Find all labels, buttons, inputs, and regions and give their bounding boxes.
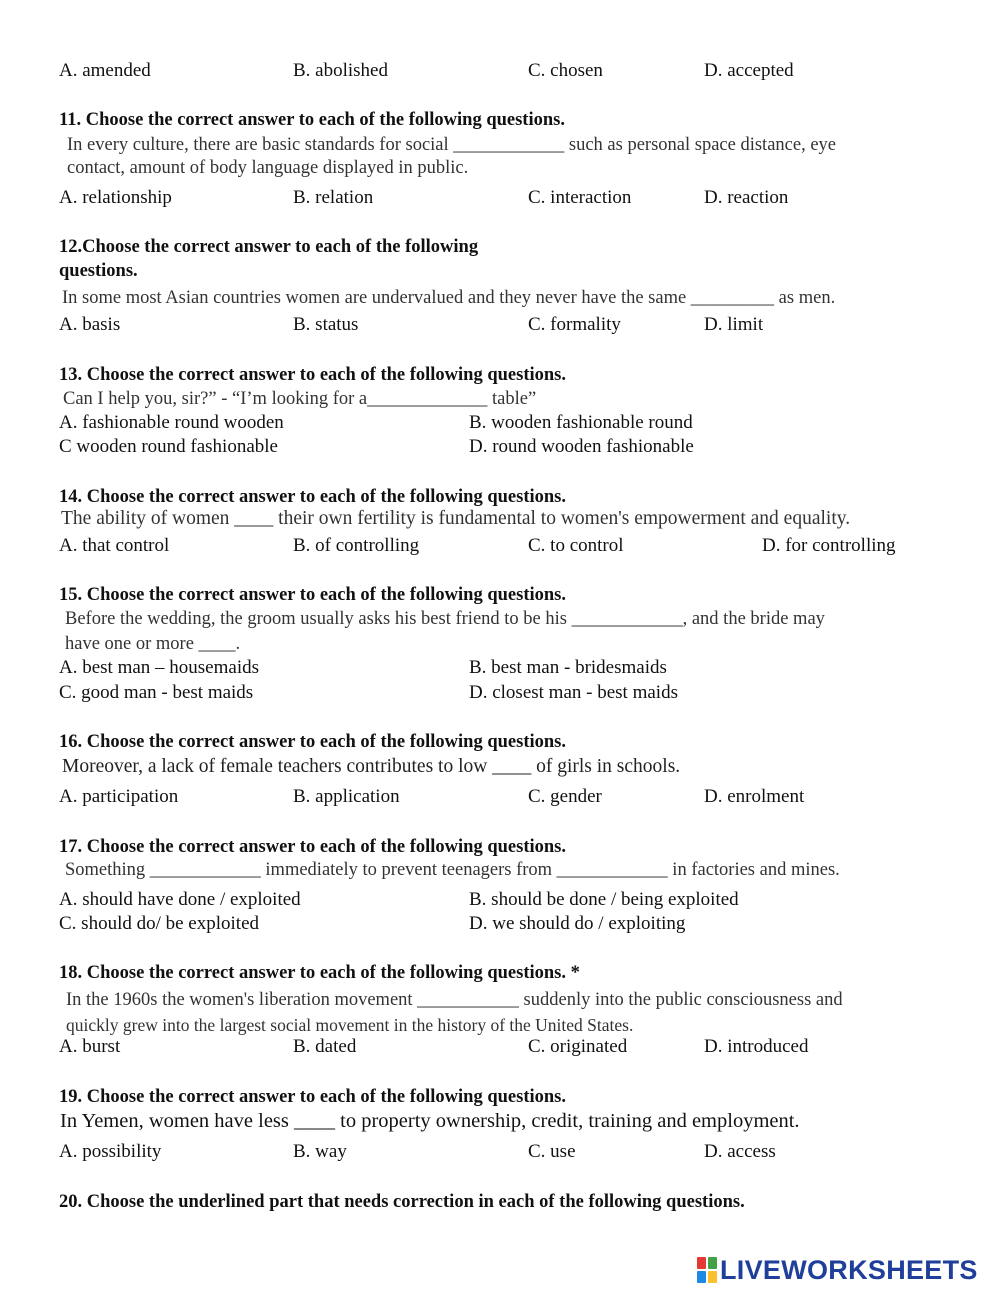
question-stem: contact, amount of body language displayed in public. xyxy=(67,158,469,178)
question-title: 15. Choose the correct answer to each of the following questions. xyxy=(59,585,566,605)
option-d[interactable]: D. reaction xyxy=(704,187,789,208)
question-stem: have one or more ____. xyxy=(65,634,241,654)
logo-mark-tile xyxy=(697,1257,706,1269)
option-a[interactable]: A. should have done / exploited xyxy=(59,889,301,910)
option-b[interactable]: B. should be done / being exploited xyxy=(469,889,739,910)
question-stem: The ability of women ____ their own fertility is fundamental to women's empowerment and equality. xyxy=(61,508,851,529)
option-c[interactable]: C. originated xyxy=(528,1036,628,1057)
option-b[interactable]: B. way xyxy=(293,1141,347,1162)
option-a[interactable]: A. basis xyxy=(59,314,121,335)
question-stem: Something ____________ immediately to prevent teenagers from ____________ in factories and mines. xyxy=(65,860,840,880)
logo-text: LIVEWORKSHEETS xyxy=(720,1254,978,1285)
option-d[interactable]: D. limit xyxy=(704,314,764,335)
option-c[interactable]: C. formality xyxy=(528,314,621,335)
option-c[interactable]: C. to control xyxy=(528,535,624,556)
option-c[interactable]: C wooden round fashionable xyxy=(59,436,278,457)
option-d[interactable]: D. access xyxy=(704,1141,776,1162)
liveworksheets-logo xyxy=(697,1255,978,1285)
option-c[interactable]: C. interaction xyxy=(528,187,632,208)
question-title: 19. Choose the correct answer to each of the following questions. xyxy=(59,1087,566,1107)
option-c[interactable]: C. chosen xyxy=(528,60,603,81)
option-b[interactable]: B. application xyxy=(293,786,400,807)
option-a[interactable]: A. fashionable round wooden xyxy=(59,412,284,433)
question-title: 13. Choose the correct answer to each of the following questions. xyxy=(59,365,566,385)
option-a[interactable]: A. amended xyxy=(59,60,151,81)
option-d[interactable]: D. for controlling xyxy=(762,535,896,556)
logo-mark-tile xyxy=(708,1271,717,1283)
option-d[interactable]: D. enrolment xyxy=(704,786,805,807)
option-c[interactable]: C. use xyxy=(528,1141,576,1162)
question-title: 18. Choose the correct answer to each of the following questions. * xyxy=(59,963,580,983)
option-d[interactable]: D. closest man - best maids xyxy=(469,682,678,703)
option-c[interactable]: C. should do/ be exploited xyxy=(59,913,260,934)
question-stem: Moreover, a lack of female teachers contributes to low ____ of girls in schools. xyxy=(62,756,681,777)
question-title: questions. xyxy=(59,261,138,281)
logo-mark-tile xyxy=(708,1257,717,1269)
question-title: 17. Choose the correct answer to each of the following questions. xyxy=(59,837,566,857)
option-a[interactable]: A. best man – housemaids xyxy=(59,657,260,678)
question-stem: Can I help you, sir?” - “I’m looking for a_____________ table” xyxy=(63,389,537,409)
option-b[interactable]: B. dated xyxy=(293,1036,357,1057)
option-d[interactable]: D. round wooden fashionable xyxy=(469,436,694,457)
question-title: 16. Choose the correct answer to each of the following questions. xyxy=(59,732,566,752)
question-stem: In every culture, there are basic standards for social ____________ such as personal space distance, eye xyxy=(67,135,837,155)
logo-mark-tile xyxy=(697,1271,706,1283)
option-a[interactable]: A. participation xyxy=(59,786,179,807)
option-c[interactable]: C. good man - best maids xyxy=(59,682,254,703)
question-stem: Before the wedding, the groom usually asks his best friend to be his ____________, and the bride may xyxy=(65,609,825,629)
option-b[interactable]: B. status xyxy=(293,314,359,335)
option-b[interactable]: B. abolished xyxy=(293,60,388,81)
option-a[interactable]: A. burst xyxy=(59,1036,121,1057)
option-d[interactable]: D. we should do / exploiting xyxy=(469,913,686,934)
option-d[interactable]: D. accepted xyxy=(704,60,794,81)
option-c[interactable]: C. gender xyxy=(528,786,602,807)
option-d[interactable]: D. introduced xyxy=(704,1036,809,1057)
question-title: 11. Choose the correct answer to each of the following questions. xyxy=(59,110,565,130)
question-title: 14. Choose the correct answer to each of the following questions. xyxy=(59,487,566,507)
option-b[interactable]: B. of controlling xyxy=(293,535,420,556)
question-stem: In some most Asian countries women are undervalued and they never have the same _________ as men. xyxy=(62,288,836,308)
option-b[interactable]: B. best man - bridesmaids xyxy=(469,657,667,678)
question-20-title: 20. Choose the underlined part that needs correction in each of the following questions. xyxy=(59,1192,745,1212)
option-a[interactable]: A. that control xyxy=(59,535,170,556)
question-title: 12.Choose the correct answer to each of the following xyxy=(59,237,479,257)
question-stem: In Yemen, women have less ____ to property ownership, credit, training and employment. xyxy=(60,1110,800,1132)
question-stem: quickly grew into the largest social movement in the history of the United States. xyxy=(66,1015,634,1035)
option-b[interactable]: B. wooden fashionable round xyxy=(469,412,693,433)
option-b[interactable]: B. relation xyxy=(293,187,374,208)
logo-mark-icon xyxy=(697,1257,717,1283)
option-a[interactable]: A. possibility xyxy=(59,1141,162,1162)
question-stem: In the 1960s the women's liberation movement ___________ suddenly into the public consciousness and xyxy=(66,990,843,1010)
option-a[interactable]: A. relationship xyxy=(59,187,172,208)
